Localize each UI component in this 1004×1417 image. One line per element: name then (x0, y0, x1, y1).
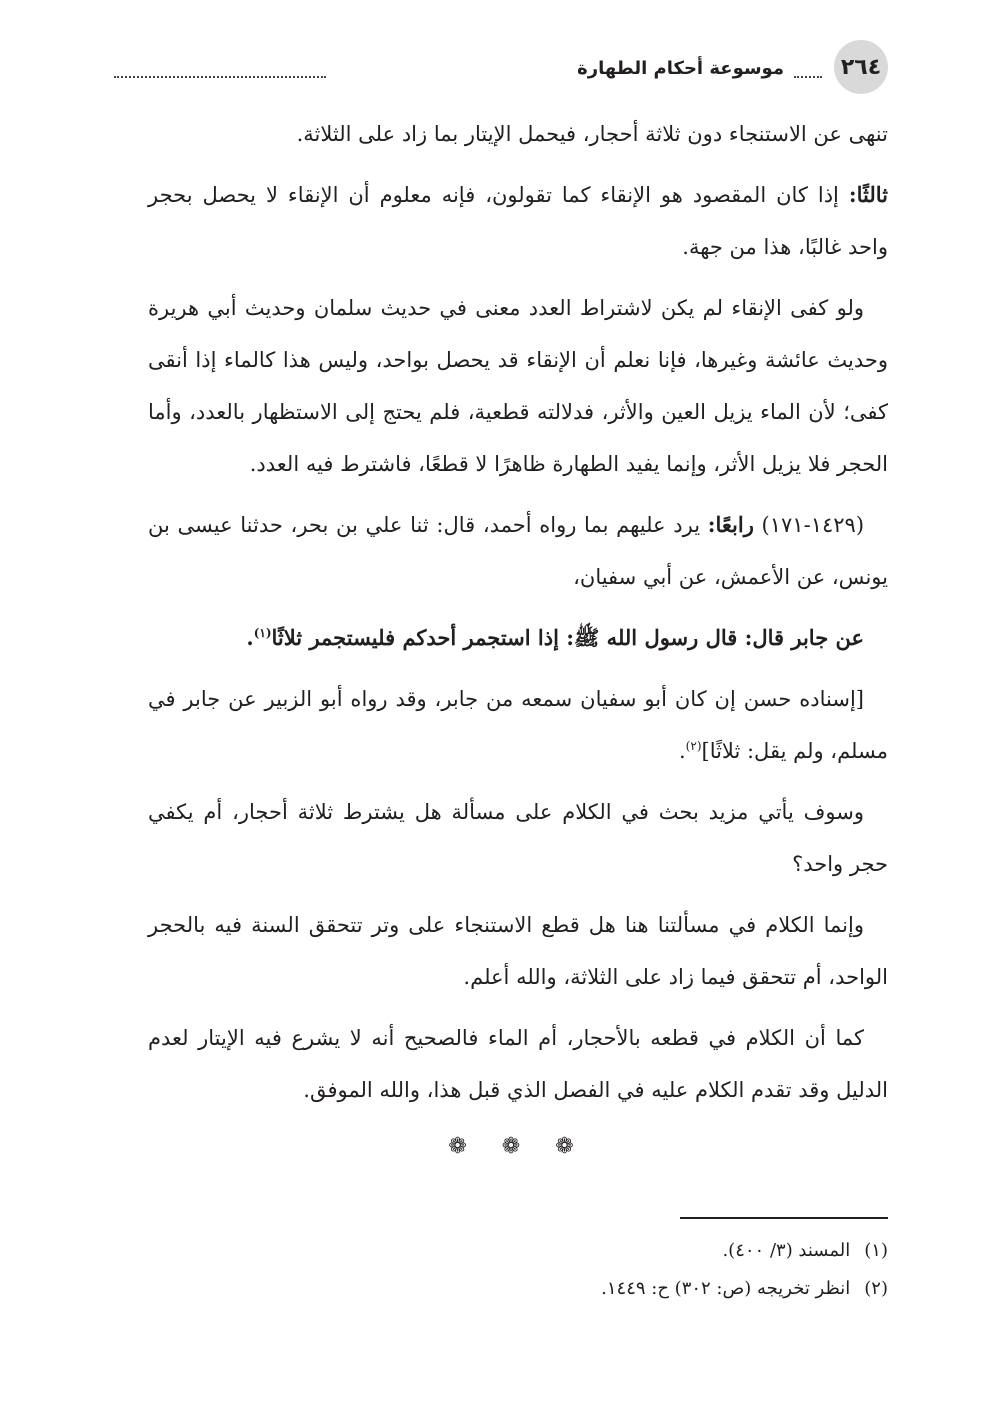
footnotes (148, 1232, 888, 1308)
running-title: موسوعة أحكام الطهارة (577, 58, 784, 79)
footnote-1 (148, 1232, 888, 1270)
footnote-text: انظر تخريجه (ص: ٣٠٢) ح: ١٤٤٩. (601, 1278, 851, 1299)
page-number: ٢٦٤ (840, 54, 882, 80)
footnote-ref-2[interactable]: (٢) (685, 739, 702, 753)
page-number-badge (834, 40, 888, 94)
paragraph-isnad: [إسناده حسن إن كان أبو سفيان سمعه من جابر، وقد رواه أبو الزبير عن جابر في مسلم، ولم يقل: ثلاثًا]$^{(٢)}$. (148, 687, 888, 763)
section-separator: ❁ ❁ ❁ (448, 1134, 588, 1159)
paragraph-1: تنهى عن الاستنجاء دون ثلاثة أحجار، فيحمل الإيتار بما زاد على الثلاثة. (296, 122, 888, 146)
header-dots-right (794, 76, 822, 78)
hadith-number: (١٤٢٩-١٧١) (761, 513, 865, 537)
footnote-divider (680, 1217, 888, 1219)
paragraph-9: كما أن الكلام في قطعه بالأحجار، أم الماء فالصحيح أنه لا يشرع فيه الإيتار لعدم الدليل وقد تقدم الكلام عليه في الفصل الذي قبل هذا، والله الموفق. (148, 1026, 888, 1102)
footnote-text: المسند (٣/ ٤٠٠). (722, 1240, 851, 1261)
page-body (148, 108, 888, 1159)
paragraph-3: ولو كفى الإنقاء لم يكن لاشتراط العدد معنى في حديث سلمان وحديث أبي هريرة وحديث عائشة وغيرها، فإنا نعلم أن الإنقاء قد يحصل بواحد، وليس هذا كالماء إذا أنقى كفى؛ لأن الماء يزيل العين والأثر، فدلالته قطعية، فلم يحتج إلى الاستظهار بالعدد، وأما الحجر فلا يزيل الأثر، وإنما يفيد الطهارة ظاهرًا لا قطعًا، فاشترط فيه العدد. (148, 296, 888, 476)
lead-fourth: رابعًا: (707, 512, 754, 537)
footnote-number: (٢) (864, 1278, 888, 1299)
paragraph-7: وسوف يأتي مزيد بحث في الكلام على مسألة هل يشترط ثلاثة أحجار، أم يكفي حجر واحد؟ (148, 800, 888, 876)
paragraph-4: (١٤٢٩-١٧١) رابعًا: يرد عليهم بما رواه أحمد، قال: ثنا علي بن بحر، حدثنا عيسى بن يونس، عن الأعمش، عن أبي سفيان، (148, 512, 888, 589)
footnote-number: (١) (864, 1240, 888, 1261)
hadith-text: عن جابر قال: قال رسول الله ﷺ: إذا استجمر أحدكم فليستجمر ثلاثًا$^{(١)}$. (246, 625, 864, 650)
footnote-ref-1[interactable]: (١) (253, 626, 272, 640)
header-dots-left (114, 76, 326, 78)
paragraph-8: وإنما الكلام في مسألتنا هنا هل قطع الاستنجاء على وتر تتحقق السنة فيه بالحجر الواحد، أم تتحقق فيما زاد على الثلاثة، والله أعلم. (148, 913, 888, 989)
footnote-2 (148, 1270, 888, 1308)
lead-third: ثالثًا: (848, 182, 888, 207)
page-header (114, 40, 888, 100)
paragraph-2: ثالثًا: إذا كان المقصود هو الإنقاء كما تقولون، فإنه معلوم أن الإنقاء لا يحصل بحجر واحد غالبًا، هذا من جهة. (148, 182, 888, 259)
